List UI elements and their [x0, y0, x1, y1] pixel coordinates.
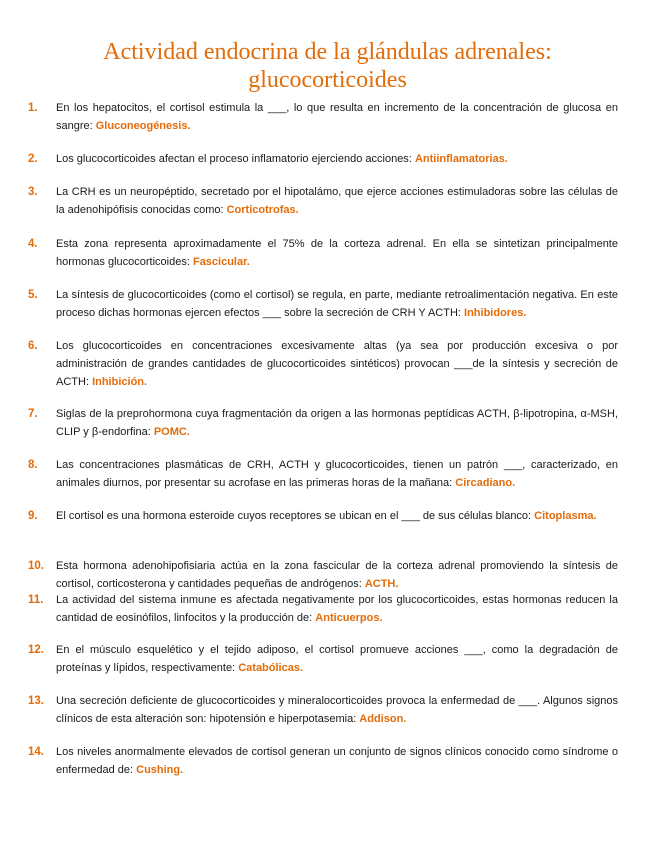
answer-text: Fascicular.	[192, 256, 250, 268]
answer-text: Antiinflamatorias.	[414, 153, 508, 165]
question-text: La actividad del sistema inmune es afectada negativamente por los glucocorticoides, estas hormonas reducen la cantidad de eosinófilos, linfocitos y la producción de:	[56, 594, 618, 624]
answer-text: Corticotrofas.	[226, 204, 299, 216]
answer-text: POMC.	[153, 426, 190, 438]
question-number: 12.	[28, 644, 44, 656]
question-item-12	[28, 641, 618, 677]
question-text: Los niveles anormalmente elevados de cortisol generan un conjunto de signos clínicos conocido como síndrome o enfermedad de:	[56, 746, 618, 776]
question-number: 8.	[28, 459, 38, 471]
question-item-2	[28, 150, 618, 168]
question-text: Las concentraciones plasmáticas de CRH, ACTH y glucocorticoides, tienen un patrón ___, caracterizado, en animales diurnos, por presentar su acrofase en las primeras horas de la mañana:	[56, 459, 618, 489]
answer-text: Catabólicas.	[238, 662, 304, 674]
answer-text: Inhibidores.	[464, 307, 527, 319]
question-item-14	[28, 743, 618, 779]
question-text: La síntesis de glucocorticoides (como el cortisol) se regula, en parte, mediante retroalimentación negativa. En este proceso dichas hormonas ejercen efectos ___ sobre la secreción de CRH Y ACTH:	[56, 289, 618, 319]
answer-text: Anticuerpos.	[315, 612, 383, 624]
answer-text: Addison.	[359, 713, 407, 725]
question-item-8	[28, 456, 618, 492]
question-number: 6.	[28, 340, 38, 352]
question-text: El cortisol es una hormona esteroide cuyos receptores se ubican en el ___ de sus células blanco:	[56, 510, 535, 522]
question-number: 11.	[28, 594, 44, 606]
question-number: 2.	[28, 153, 38, 165]
question-number: 4.	[28, 238, 38, 250]
question-item-11	[28, 591, 618, 627]
question-number: 5.	[28, 289, 38, 301]
answer-text: Citoplasma.	[534, 510, 597, 522]
question-item-13	[28, 692, 618, 728]
question-item-4	[28, 235, 618, 271]
question-text: La CRH es un neuropéptido, secretado por el hipotalámo, que ejerce acciones estimuladoras sobre las células de la adenohipófisis conocidas como:	[56, 186, 618, 216]
answer-text: Circadiano.	[455, 477, 516, 489]
question-number: 13.	[28, 695, 44, 707]
question-item-3	[28, 183, 618, 219]
question-item-9	[28, 507, 618, 525]
question-text: Los glucocorticoides en concentraciones excesivamente altas (ya sea por producción excesiva o por administración de grandes cantidades de glucocorticoides sintéticos) provocan ___de la síntesis y secreción de ACTH:	[56, 340, 618, 388]
question-text: Los glucocorticoides afectan el proceso inflamatorio ejerciendo acciones:	[56, 153, 415, 165]
answer-text: Inhibición.	[92, 376, 148, 388]
page-title	[40, 38, 615, 94]
question-number: 14.	[28, 746, 44, 758]
question-item-6	[28, 337, 618, 391]
answer-text: Gluconeogénesis.	[95, 120, 191, 132]
question-text: Esta zona representa aproximadamente el 75% de la corteza adrenal. En ella se sintetizan principalmente hormonas glucocorticoides:	[56, 238, 618, 268]
question-text: En los hepatocitos, el cortisol estimula la ___, lo que resulta en incremento de la concentración de glucosa en sangre:	[56, 102, 618, 132]
question-text: Siglas de la preprohormona cuya fragmentación da origen a las hormonas peptídicas ACTH, β-lipotropina, α-MSH, CLIP y β-endorfina:	[56, 408, 618, 438]
question-item-5	[28, 286, 618, 322]
question-number: 1.	[28, 102, 38, 114]
question-text: En el músculo esquelético y el tejido adiposo, el cortisol promueve acciones ___, como la degradación de proteínas y lípidos, respectivamente:	[56, 644, 618, 674]
question-item-1	[28, 99, 618, 135]
title-line-2: glucocorticoides	[248, 67, 407, 93]
question-number: 10.	[28, 560, 44, 572]
title-line-1: Actividad endocrina de la glándulas adrenales:	[103, 39, 552, 65]
question-number: 7.	[28, 408, 38, 420]
answer-text: ACTH.	[364, 578, 399, 590]
question-item-10	[28, 557, 618, 593]
question-item-7	[28, 405, 618, 441]
answer-text: Cushing.	[136, 764, 184, 776]
question-number: 3.	[28, 186, 38, 198]
question-text: Una secreción deficiente de glucocorticoides y mineralocorticoides provoca la enfermedad de ___. Algunos signos clínicos de esta alteración son: hipotensión e hiperpotasemia:	[56, 695, 618, 725]
question-text: Esta hormona adenohipofisiaria actúa en la zona fascicular de la corteza adrenal promoviendo la síntesis de cortisol, corticosterona y cantidades pequeñas de andrógenos:	[56, 560, 618, 590]
question-number: 9.	[28, 510, 38, 522]
